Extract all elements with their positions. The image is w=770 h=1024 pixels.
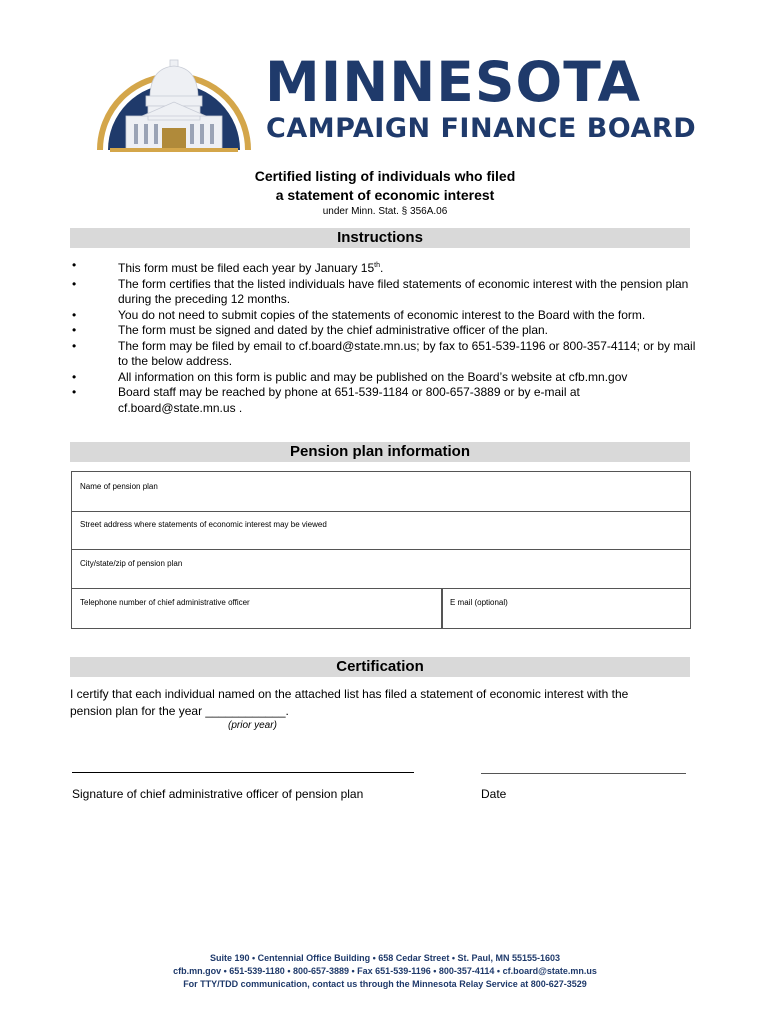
telephone-field[interactable] bbox=[71, 588, 443, 629]
bullet-icon: • bbox=[72, 276, 77, 291]
certification-heading: Certification bbox=[70, 657, 690, 677]
instruction-item bbox=[70, 277, 700, 308]
signature-line[interactable] bbox=[72, 772, 414, 773]
instruction-item bbox=[70, 308, 700, 324]
instruction-text: All information on this form is public and may be published on the Board’s website at cfb.mn.gov bbox=[118, 369, 628, 384]
field-label: Name of pension plan bbox=[80, 482, 158, 491]
date-line[interactable] bbox=[481, 773, 686, 774]
city-state-zip-field[interactable] bbox=[71, 549, 691, 589]
instruction-text: This form must be filed each year by January 15 bbox=[118, 261, 375, 275]
field-label: Street address where statements of economic interest may be viewed bbox=[80, 520, 327, 529]
field-label: E mail (optional) bbox=[450, 598, 508, 607]
bullet-icon: • bbox=[72, 385, 77, 399]
form-title-line1: Certified listing of individuals who filed bbox=[254, 168, 516, 184]
date-label: Date bbox=[481, 787, 507, 801]
pension-plan-name-field[interactable] bbox=[71, 471, 691, 512]
instruction-item bbox=[70, 385, 700, 416]
instruction-text: The form must be signed and dated by the chief administrative officer of the plan. bbox=[118, 323, 549, 337]
instruction-text: The form certifies that the listed individuals have filed statements of economic interest with the pension plan during the preceding 12 months. bbox=[118, 276, 689, 306]
instruction-item bbox=[70, 323, 700, 339]
prior-year-note: (prior year) bbox=[228, 720, 277, 731]
instruction-item bbox=[70, 370, 700, 386]
instruction-suffix: . bbox=[379, 261, 384, 275]
instructions-heading: Instructions bbox=[70, 228, 690, 248]
bullet-icon: • bbox=[72, 338, 77, 353]
instruction-text: The form may be filed by email to cf.board@state.mn.us; by fax to 651-539-1196 or 800-357-4114; or by mail to the below address. bbox=[118, 338, 696, 368]
instruction-item bbox=[70, 339, 700, 370]
email-field[interactable] bbox=[441, 588, 691, 629]
footer-address: Suite 190 • Centennial Office Building • 658 Cedar Street • St. Paul, MN 55155-1603 bbox=[209, 953, 561, 963]
bullet-icon: • bbox=[72, 369, 77, 384]
instruction-item bbox=[70, 258, 700, 277]
instruction-text: Board staff may be reached by phone at 651-539-1184 or 800-657-3889 or by e-mail at cf.board@state.mn.us . bbox=[118, 385, 580, 415]
logo-title-campaign-finance-board: CAMPAIGN FINANCE BOARD bbox=[266, 113, 697, 144]
bullet-icon: • bbox=[72, 307, 77, 322]
instruction-text: You do not need to submit copies of the statements of economic interest to the Board with the form. bbox=[118, 307, 646, 322]
form-title-line2: a statement of economic interest bbox=[275, 187, 495, 203]
field-label: Telephone number of chief administrative officer bbox=[80, 598, 250, 607]
certification-text: I certify that each individual named on the attached list has filed a statement of economic interest with the pension plan for the year ____________. bbox=[70, 687, 629, 718]
bullet-icon: • bbox=[72, 323, 77, 337]
field-label: City/state/zip of pension plan bbox=[80, 559, 183, 568]
street-address-field[interactable] bbox=[71, 510, 691, 550]
logo-title-minnesota: MINNESOTA bbox=[265, 50, 642, 114]
footer-relay: For TTY/TDD communication, contact us through the Minnesota Relay Service at 800-627-3529 bbox=[183, 979, 587, 989]
bullet-icon: • bbox=[72, 258, 77, 272]
instructions-list bbox=[70, 258, 700, 416]
signature-label: Signature of chief administrative officer of pension plan bbox=[72, 787, 364, 801]
form-subtitle: under Minn. Stat. § 356A.06 bbox=[322, 206, 448, 217]
superscript: th bbox=[374, 262, 380, 269]
capitol-seal-logo bbox=[90, 32, 258, 168]
pension-plan-heading: Pension plan information bbox=[70, 442, 690, 462]
footer-contact: cfb.mn.gov • 651-539-1180 • 800-657-3889 • Fax 651-539-1196 • 800-357-4114 • cf.board@state.mn.us bbox=[173, 966, 597, 976]
